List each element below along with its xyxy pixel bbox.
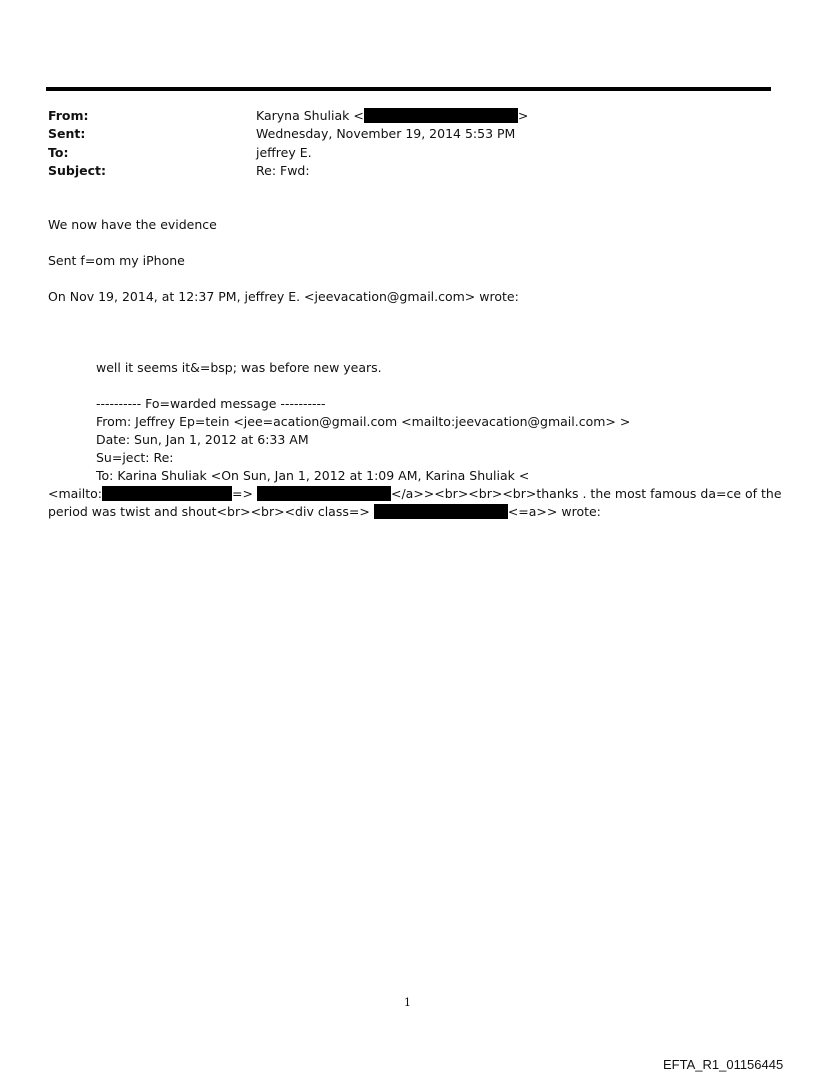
redaction-block bbox=[374, 504, 508, 519]
wrapped-line bbox=[48, 504, 601, 519]
body-line: On Nov 19, 2014, at 12:37 PM, jeffrey E. <jeevacation@gmail.com> wrote: bbox=[48, 289, 519, 304]
subject-label: Subject: bbox=[48, 163, 106, 178]
forward-to: To: Karina Shuliak <On Sun, Jan 1, 2012 at 1:09 AM, Karina Shuliak < bbox=[96, 468, 530, 483]
wrap-text: => bbox=[232, 486, 253, 501]
forward-from: From: Jeffrey Ep=tein <jee=acation@gmail.com <mailto:jeevacation@gmail.com> > bbox=[96, 414, 631, 429]
sent-value: Wednesday, November 19, 2014 5:53 PM bbox=[256, 126, 516, 141]
from-value bbox=[256, 108, 528, 123]
redaction-block bbox=[102, 486, 232, 501]
wrap-text: <=a>> wrote: bbox=[507, 504, 601, 519]
redaction-block bbox=[257, 486, 391, 501]
quoted-line: well it seems it&=bsp; was before new years. bbox=[96, 360, 382, 375]
forward-subject: Su=ject: Re: bbox=[96, 450, 174, 465]
wrap-text: </a>><br><br><br>thanks . the most famous da=ce of the bbox=[390, 486, 782, 501]
forward-header: ---------- Fo=warded message ---------- bbox=[96, 396, 326, 411]
forward-date: Date: Sun, Jan 1, 2012 at 6:33 AM bbox=[96, 432, 309, 447]
document-id: EFTA_R1_01156445 bbox=[663, 1057, 784, 1072]
from-close: > bbox=[517, 108, 529, 123]
body-line: Sent f=om my iPhone bbox=[48, 253, 185, 268]
from-name: Karyna Shuliak < bbox=[256, 108, 364, 123]
page-number: 1 bbox=[404, 996, 411, 1009]
to-label: To: bbox=[48, 145, 69, 160]
wrap-text: period was twist and shout<br><br><div class=> bbox=[48, 504, 370, 519]
wrapped-line bbox=[48, 486, 782, 501]
sent-label: Sent: bbox=[48, 126, 86, 141]
subject-value: Re: Fwd: bbox=[256, 163, 310, 178]
to-value: jeffrey E. bbox=[256, 145, 312, 160]
redaction-block bbox=[364, 108, 518, 123]
body-line: We now have the evidence bbox=[48, 217, 217, 232]
mailto-text: <mailto: bbox=[48, 486, 103, 501]
header-rule bbox=[46, 87, 771, 91]
from-label: From: bbox=[48, 108, 89, 123]
